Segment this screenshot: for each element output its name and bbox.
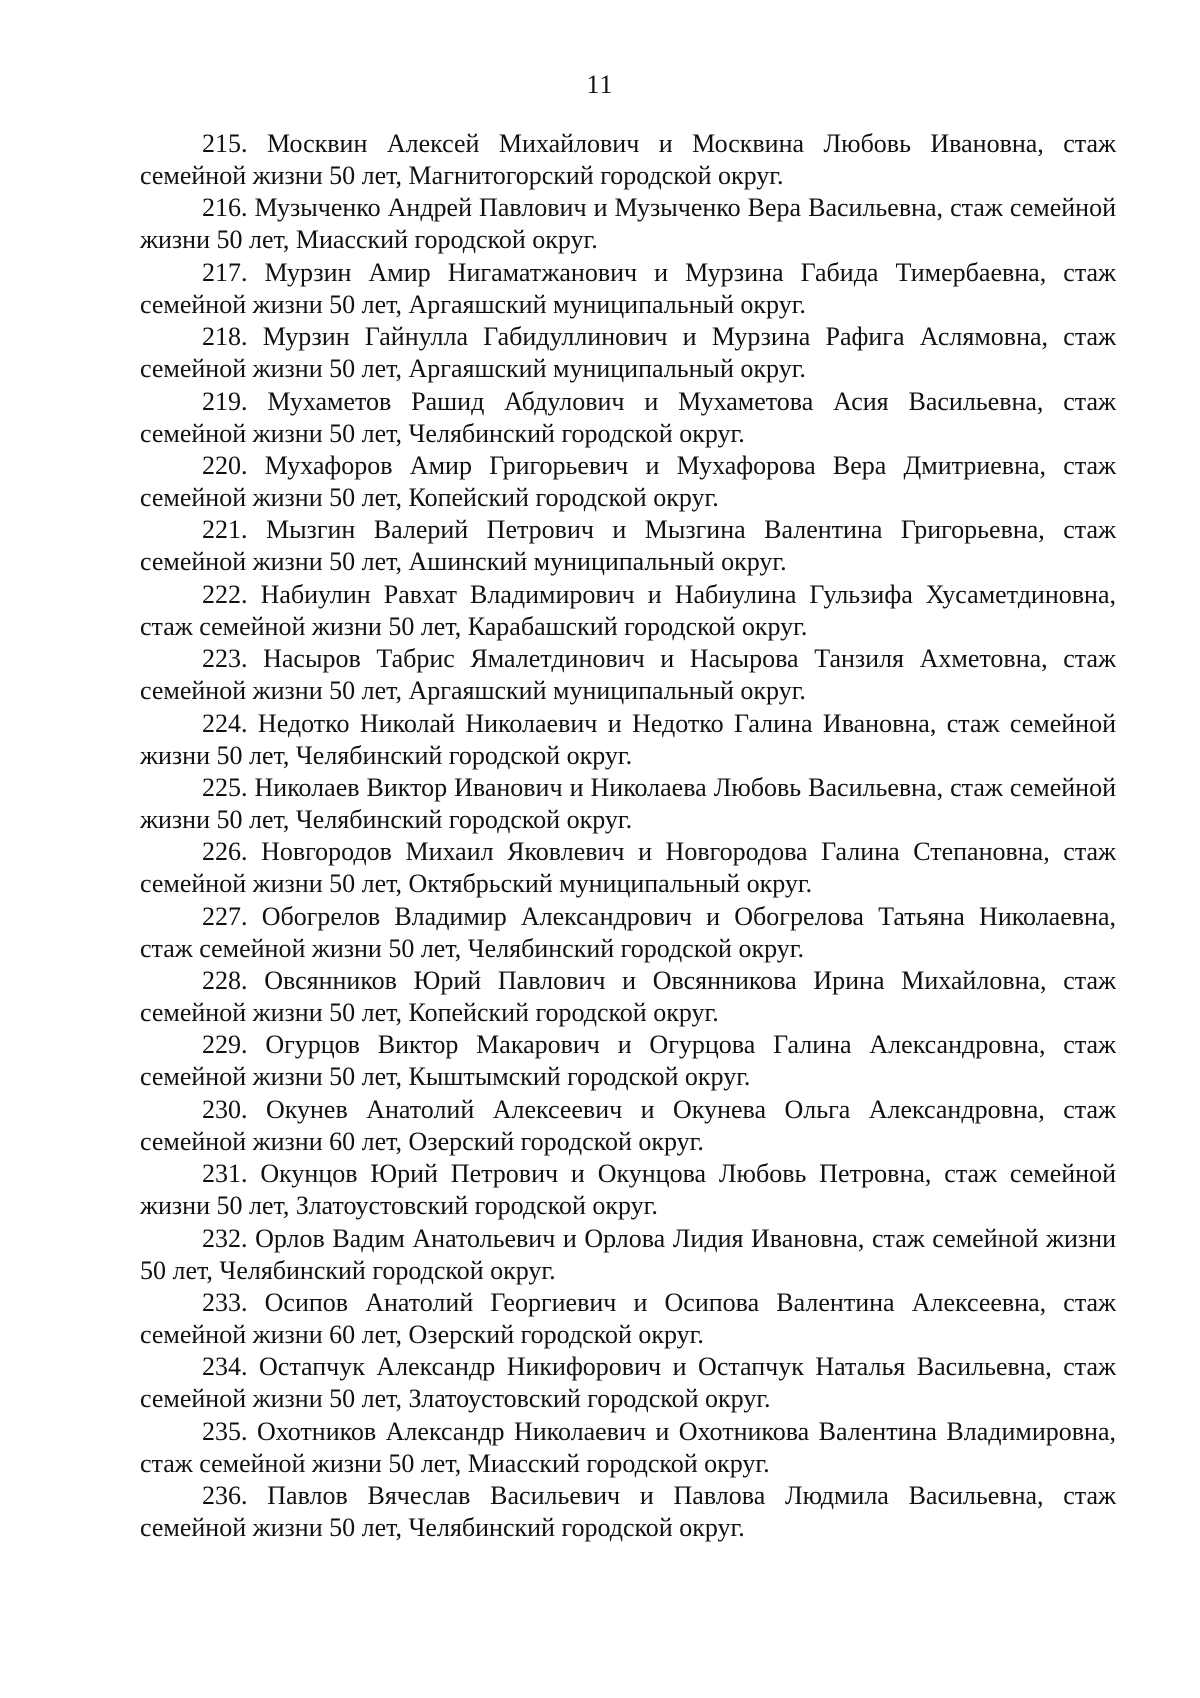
list-item: 236. Павлов Вячеслав Васильевич и Павлова Людмила Васильевна, стаж семейной жизни 50 лет, Челябинский городской округ. (140, 1481, 1116, 1543)
list-item: 222. Набиулин Равхат Владимирович и Набиулина Гульзифа Хусаметдиновна, стаж семейной жизни 50 лет, Карабашский городской округ. (140, 579, 1116, 641)
list-item: 233. Осипов Анатолий Георгиевич и Осипова Валентина Алексеевна, стаж семейной жизни 60 лет, Озерский городской округ. (140, 1288, 1116, 1350)
list-item: 217. Мурзин Амир Нигаматжанович и Мурзина Габида Тимербаевна, стаж семейной жизни 50 лет, Аргаяшский муниципальный округ. (140, 257, 1116, 319)
entry-list (140, 128, 1116, 1545)
list-item: 235. Охотников Александр Николаевич и Охотникова Валентина Владимировна, стаж семейной жизни 50 лет, Миасский городской округ. (140, 1416, 1116, 1478)
list-item: 232. Орлов Вадим Анатольевич и Орлова Лидия Ивановна, стаж семейной жизни 50 лет, Челябинский городской округ. (140, 1223, 1116, 1285)
page-number: 11 (586, 70, 614, 99)
list-item: 231. Окунцов Юрий Петрович и Окунцова Любовь Петровна, стаж семейной жизни 50 лет, Златоустовский городской округ. (140, 1159, 1116, 1221)
list-item: 223. Насыров Табрис Ямалетдинович и Насырова Танзиля Ахметовна, стаж семейной жизни 50 лет, Аргаяшский муниципальный округ. (140, 644, 1116, 706)
list-item: 219. Мухаметов Рашид Абдулович и Мухаметова Асия Васильевна, стаж семейной жизни 50 лет, Челябинский городской округ. (140, 386, 1116, 448)
list-item: 229. Огурцов Виктор Макарович и Огурцова Галина Александровна, стаж семейной жизни 50 лет, Кыштымский городской округ. (140, 1030, 1116, 1092)
list-item: 220. Мухафоров Амир Григорьевич и Мухафорова Вера Дмитриевна, стаж семейной жизни 50 лет, Копейский городской округ. (140, 450, 1116, 512)
list-item: 227. Обогрелов Владимир Александрович и Обогрелова Татьяна Николаевна, стаж семейной жизни 50 лет, Челябинский городской округ. (140, 901, 1116, 963)
list-item: 218. Мурзин Гайнулла Габидуллинович и Мурзина Рафига Аслямовна, стаж семейной жизни 50 лет, Аргаяшский муниципальный округ. (140, 322, 1116, 384)
list-item: 226. Новгородов Михаил Яковлевич и Новгородова Галина Степановна, стаж семейной жизни 50 лет, Октябрьский муниципальный округ. (140, 837, 1116, 899)
list-item: 224. Недотко Николай Николаевич и Недотко Галина Ивановна, стаж семейной жизни 50 лет, Челябинский городской округ. (140, 708, 1116, 770)
list-item: 230. Окунев Анатолий Алексеевич и Окунева Ольга Александровна, стаж семейной жизни 60 лет, Озерский городской округ. (140, 1094, 1116, 1156)
list-item: 215. Москвин Алексей Михайлович и Москвина Любовь Ивановна, стаж семейной жизни 50 лет, Магнитогорский городской округ. (140, 129, 1116, 190)
list-item: 225. Николаев Виктор Иванович и Николаева Любовь Васильевна, стаж семейной жизни 50 лет, Челябинский городской округ. (140, 772, 1116, 834)
list-item: 234. Остапчук Александр Никифорович и Остапчук Наталья Васильевна, стаж семейной жизни 50 лет, Златоустовский городской округ. (140, 1352, 1116, 1414)
list-item: 221. Мызгин Валерий Петрович и Мызгина Валентина Григорьевна, стаж семейной жизни 50 лет, Ашинский муниципальный округ. (140, 515, 1116, 577)
list-item: 228. Овсянников Юрий Павлович и Овсянникова Ирина Михайловна, стаж семейной жизни 50 лет, Копейский городской округ. (140, 966, 1116, 1028)
list-item: 216. Музыченко Андрей Павлович и Музыченко Вера Васильевна, стаж семейной жизни 50 лет, Миасский городской округ. (140, 193, 1116, 255)
